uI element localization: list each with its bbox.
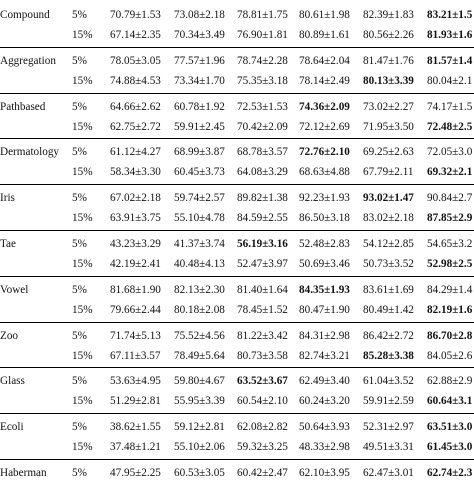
group-divider (0, 459, 474, 460)
score-cell: 86.50±3.18 (299, 212, 350, 225)
score-cell: 87.85±2.9 (427, 212, 473, 225)
dataset-group (0, 275, 474, 321)
group-divider (0, 184, 474, 185)
table-row (0, 97, 474, 117)
score-cell: 61.12±4.27 (110, 146, 161, 159)
dataset-group (0, 412, 474, 458)
score-cell: 50.64±3.93 (299, 421, 350, 434)
group-divider (0, 367, 474, 368)
score-cell: 78.14±2.49 (299, 74, 350, 87)
score-cell: 74.36±2.09 (299, 100, 350, 113)
table-row (0, 371, 474, 391)
label-ratio: 5% (72, 54, 87, 67)
score-cell: 76.90±1.81 (237, 29, 288, 41)
score-cell: 86.70±2.8 (427, 329, 473, 342)
score-cell: 81.47±1.76 (363, 54, 414, 67)
score-cell: 81.93±1.6 (427, 29, 473, 41)
dataset-name: Dermatology (0, 146, 60, 159)
score-cell: 79.66±2.44 (110, 303, 161, 316)
score-cell: 60.24±3.20 (299, 395, 350, 408)
table-row (0, 326, 474, 346)
score-cell: 71.74±5.13 (110, 329, 161, 342)
dataset-name: Iris (0, 192, 15, 205)
label-ratio: 15% (72, 441, 93, 454)
score-cell: 81.22±3.42 (237, 329, 288, 342)
score-cell: 80.18±2.08 (174, 303, 225, 316)
score-cell: 73.08±2.18 (174, 9, 225, 21)
score-cell: 67.79±2.11 (363, 166, 414, 179)
score-cell: 73.02±2.27 (363, 100, 414, 113)
dataset-name: Aggregation (0, 54, 56, 67)
label-ratio: 5% (72, 100, 87, 113)
score-cell: 81.40±1.64 (237, 283, 288, 296)
score-cell: 59.12±2.81 (174, 421, 225, 434)
dataset-group (0, 229, 474, 275)
dataset-name: Pathbased (0, 100, 46, 113)
score-cell: 77.57±1.96 (174, 54, 225, 67)
score-cell: 55.10±2.06 (174, 441, 225, 454)
dataset-group (0, 321, 474, 367)
score-cell: 86.42±2.72 (363, 329, 414, 342)
table-row (0, 437, 474, 457)
score-cell: 41.37±3.74 (174, 237, 225, 250)
dataset-name: Zoo (0, 329, 19, 342)
score-cell: 60.64±3.1 (427, 395, 473, 408)
score-cell: 58.34±3.30 (110, 166, 161, 179)
dataset-group (0, 458, 474, 504)
label-ratio: 15% (72, 349, 93, 362)
label-ratio: 15% (72, 166, 93, 179)
dataset-group (0, 92, 474, 138)
score-cell: 67.02±2.18 (110, 192, 161, 205)
dataset-group (0, 137, 474, 183)
score-cell: 89.82±1.38 (237, 192, 288, 205)
score-cell: 80.47±1.90 (299, 303, 350, 316)
score-cell: 83.61±1.69 (363, 283, 414, 296)
score-cell: 63.51±3.0 (427, 421, 473, 434)
score-cell: 84.59±2.55 (237, 212, 288, 225)
score-cell: 60.45±3.73 (174, 166, 225, 179)
score-cell: 72.05±3.0 (427, 146, 473, 159)
group-divider (0, 276, 474, 277)
score-cell: 56.19±3.16 (237, 237, 288, 250)
score-cell: 55.10±4.78 (174, 212, 225, 225)
score-cell: 40.48±4.13 (174, 257, 225, 270)
score-cell: 93.02±1.47 (363, 192, 414, 205)
score-cell: 38.62±1.55 (110, 421, 161, 434)
score-cell: 80.61±1.98 (299, 9, 350, 21)
table-row (0, 51, 474, 71)
label-ratio: 5% (72, 421, 87, 434)
table-row (0, 162, 474, 182)
score-cell: 81.68±1.90 (110, 283, 161, 296)
score-cell: 54.65±3.2 (427, 237, 473, 250)
score-cell: 84.31±2.98 (299, 329, 350, 342)
group-divider (0, 47, 474, 48)
score-cell: 48.33±2.98 (299, 441, 350, 454)
table-row (0, 5, 474, 25)
dataset-group (0, 0, 474, 46)
table-row (0, 280, 474, 300)
table-row (0, 117, 474, 137)
score-cell: 75.52±4.56 (174, 329, 225, 342)
score-cell: 72.12±2.69 (299, 120, 350, 133)
table-row (0, 142, 474, 162)
score-cell: 85.28±3.38 (363, 349, 414, 362)
score-cell: 62.47±3.01 (363, 466, 414, 479)
score-cell: 84.29±1.4 (427, 283, 473, 296)
score-cell: 68.99±3.87 (174, 146, 225, 159)
table-row (0, 71, 474, 91)
score-cell: 60.54±2.10 (237, 395, 288, 408)
score-cell: 59.80±4.67 (174, 375, 225, 388)
score-cell: 68.78±3.57 (237, 146, 288, 159)
score-cell: 61.04±3.52 (363, 375, 414, 388)
score-cell: 72.48±2.5 (427, 120, 473, 133)
score-cell: 74.88±4.53 (110, 74, 161, 87)
score-cell: 80.49±1.42 (363, 303, 414, 316)
score-cell: 60.78±1.92 (174, 100, 225, 113)
dataset-group (0, 183, 474, 229)
score-cell: 67.11±3.57 (110, 349, 161, 362)
score-cell: 59.91±2.45 (174, 120, 225, 133)
table-row (0, 346, 474, 366)
score-cell: 62.74±2.3 (427, 466, 473, 479)
table-row (0, 25, 474, 45)
dataset-name: Ecoli (0, 421, 24, 434)
score-cell: 78.45±1.52 (237, 303, 288, 316)
score-cell: 90.84±2.7 (427, 192, 473, 205)
score-cell: 72.53±1.53 (237, 100, 288, 113)
label-ratio: 15% (72, 395, 93, 408)
label-ratio: 5% (72, 329, 87, 342)
score-cell: 82.19±1.6 (427, 303, 473, 316)
score-cell: 59.74±2.57 (174, 192, 225, 205)
score-cell: 82.39±1.83 (363, 9, 414, 21)
score-cell: 78.64±2.04 (299, 54, 350, 67)
score-cell: 83.02±2.18 (363, 212, 414, 225)
label-ratio: 5% (72, 283, 87, 296)
score-cell: 78.81±1.75 (237, 9, 288, 21)
score-cell: 80.89±1.61 (299, 29, 350, 41)
score-cell: 67.14±2.35 (110, 29, 161, 41)
score-cell: 59.32±3.25 (237, 441, 288, 454)
score-cell: 52.47±3.97 (237, 257, 288, 270)
table-row (0, 463, 474, 483)
dataset-name: Glass (0, 375, 25, 388)
score-cell: 78.49±5.64 (174, 349, 225, 362)
table-row (0, 300, 474, 320)
score-cell: 83.21±1.5 (427, 9, 473, 21)
score-cell: 69.25±2.63 (363, 146, 414, 159)
table-row (0, 234, 474, 254)
score-cell: 64.66±2.62 (110, 100, 161, 113)
score-cell: 80.13±3.39 (363, 74, 414, 87)
score-cell: 80.04±2.1 (427, 74, 473, 87)
dataset-name: Haberman (0, 466, 47, 479)
dataset-name: Vowel (0, 283, 29, 296)
score-cell: 47.95±2.25 (110, 466, 161, 479)
dataset-group (0, 366, 474, 412)
score-cell: 70.42±2.09 (237, 120, 288, 133)
score-cell: 84.05±2.6 (427, 349, 473, 362)
group-divider (0, 138, 474, 139)
score-cell: 54.12±2.85 (363, 237, 414, 250)
dataset-name: Compound (0, 9, 50, 21)
table-row (0, 254, 474, 274)
score-cell: 50.73±3.52 (363, 257, 414, 270)
score-cell: 81.57±1.4 (427, 54, 473, 67)
score-cell: 70.34±3.49 (174, 29, 225, 41)
label-ratio: 15% (72, 212, 93, 225)
label-ratio: 5% (72, 9, 87, 21)
score-cell: 63.52±3.67 (237, 375, 288, 388)
score-cell: 43.23±3.29 (110, 237, 161, 250)
score-cell: 60.42±2.47 (237, 466, 288, 479)
label-ratio: 5% (72, 192, 87, 205)
group-divider (0, 413, 474, 414)
table-row (0, 208, 474, 228)
score-cell: 60.53±3.05 (174, 466, 225, 479)
score-cell: 63.91±3.75 (110, 212, 161, 225)
score-cell: 92.23±1.93 (299, 192, 350, 205)
group-divider (0, 93, 474, 94)
score-cell: 71.95±3.50 (363, 120, 414, 133)
score-cell: 64.08±3.29 (237, 166, 288, 179)
group-divider (0, 322, 474, 323)
score-cell: 52.48±2.83 (299, 237, 350, 250)
score-cell: 73.34±1.70 (174, 74, 225, 87)
score-cell: 78.74±2.28 (237, 54, 288, 67)
score-cell: 72.76±2.10 (299, 146, 350, 159)
table-row (0, 417, 474, 437)
score-cell: 82.13±2.30 (174, 283, 225, 296)
table-row (0, 188, 474, 208)
score-cell: 70.79±1.53 (110, 9, 161, 21)
score-cell: 59.91±2.59 (363, 395, 414, 408)
dataset-group (0, 46, 474, 92)
score-cell: 53.63±4.95 (110, 375, 161, 388)
score-cell: 37.48±1.21 (110, 441, 161, 454)
label-ratio: 5% (72, 237, 87, 250)
label-ratio: 5% (72, 466, 87, 479)
label-ratio: 5% (72, 146, 87, 159)
score-cell: 52.31±2.97 (363, 421, 414, 434)
score-cell: 52.98±2.5 (427, 257, 473, 270)
score-cell: 82.74±3.21 (299, 349, 350, 362)
score-cell: 80.73±3.58 (237, 349, 288, 362)
label-ratio: 15% (72, 257, 93, 270)
score-cell: 42.19±2.41 (110, 257, 161, 270)
table-row (0, 391, 474, 411)
score-cell: 55.95±3.39 (174, 395, 225, 408)
label-ratio: 15% (72, 74, 93, 87)
score-cell: 61.45±3.0 (427, 441, 473, 454)
score-cell: 62.88±2.9 (427, 375, 473, 388)
label-ratio: 15% (72, 120, 93, 133)
group-divider (0, 230, 474, 231)
label-ratio: 15% (72, 303, 93, 316)
score-cell: 62.08±2.82 (237, 421, 288, 434)
score-cell: 50.69±3.46 (299, 257, 350, 270)
score-cell: 80.56±2.26 (363, 29, 414, 41)
score-cell: 68.63±4.88 (299, 166, 350, 179)
score-cell: 62.75±2.72 (110, 120, 161, 133)
score-cell: 84.35±1.93 (299, 283, 350, 296)
dataset-name: Tae (0, 237, 16, 250)
score-cell: 74.17±1.5 (427, 100, 473, 113)
score-cell: 78.05±3.05 (110, 54, 161, 67)
label-ratio: 5% (72, 375, 87, 388)
score-cell: 75.35±3.18 (237, 74, 288, 87)
score-cell: 69.32±2.1 (427, 166, 473, 179)
score-cell: 49.51±3.31 (363, 441, 414, 454)
score-cell: 62.10±3.95 (299, 466, 350, 479)
label-ratio: 15% (72, 29, 93, 41)
score-cell: 51.29±2.81 (110, 395, 161, 408)
score-cell: 62.49±3.40 (299, 375, 350, 388)
